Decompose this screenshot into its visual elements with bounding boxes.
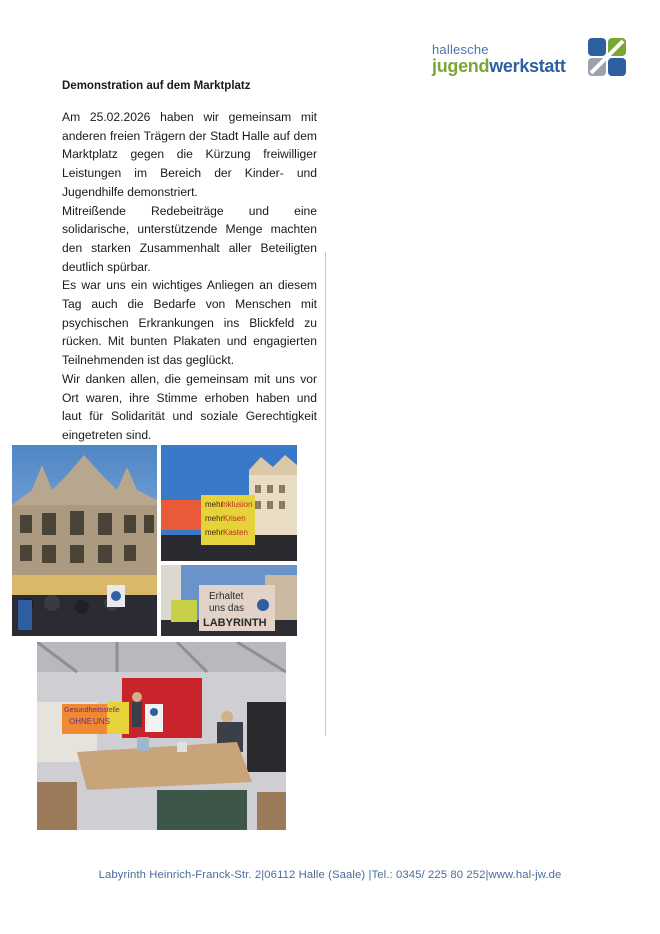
sign-b-text: LABYRINTH <box>203 617 267 629</box>
paragraph: Am 25.02.2026 haben wir gemeinsam mit anderen freien Trägern der Stadt Halle auf dem Marktplatz gegen die Kürzung freiwilliger Leistungen im Bereich der Kinder- und Jugendhilfe demonstriert. <box>62 110 317 199</box>
paragraph: Mitreißende Redebeiträge und eine solidarische, unterstützende Menge machten den starken Zusammenhalt aller Beteiligten deutlich spürbar. <box>62 203 317 274</box>
sign-b-text: uns das <box>209 603 245 614</box>
footer-address: Labyrinth Heinrich-Franck-Str. 2|06112 Halle (Saale) |Tel.: 0345/ 225 80 252|www.hal-jw.de <box>98 869 562 881</box>
sign-a-text: Kasten <box>223 528 248 537</box>
paragraph: Wir danken allen, die gemeinsam mit uns vor Ort waren, ihre Stimme erhoben haben und laut für Solidarität und soziale Gerechtigkeit eingetreten sind. <box>62 371 317 442</box>
divider-line <box>325 252 326 736</box>
sign-a-text: mehr <box>205 500 224 509</box>
logo <box>432 37 628 87</box>
photo-labyrinth-sign <box>161 565 297 636</box>
logo-word-green: jugend <box>432 56 490 76</box>
logo-mark-icon <box>587 37 627 77</box>
logo-line1: hallesche <box>432 42 489 57</box>
sign-a-text: Inklusion <box>221 500 253 509</box>
logo-word-blue: werkstatt <box>489 56 566 76</box>
sign-b-text: Erhaltet <box>209 591 244 602</box>
sign-c-text: UNS <box>93 717 110 726</box>
article-title: Demonstration auf dem Marktplatz <box>62 80 251 92</box>
photo-town-hall <box>12 445 157 636</box>
photo-protest-signs <box>161 445 297 561</box>
sign-a-text: mehr <box>205 514 224 523</box>
sign-a-text: Krisen <box>223 514 246 523</box>
sign-c-text: Gesundheitsstelle <box>64 707 120 714</box>
sign-c-text: OHNE <box>69 717 93 726</box>
article-body <box>62 108 317 445</box>
photo-meeting-room <box>37 642 286 830</box>
paragraph: Es war uns ein wichtiges Anliegen an diesem Tag auch die Bedarfe von Menschen mit psychischen Erkrankungen ins Blickfeld zu rücken. Mit bunten Plakaten und engagierten Teilnehmenden ist das geglückt. <box>62 278 317 368</box>
sign-a-text: mehr <box>205 528 224 537</box>
logo-wordmark <box>432 56 566 77</box>
